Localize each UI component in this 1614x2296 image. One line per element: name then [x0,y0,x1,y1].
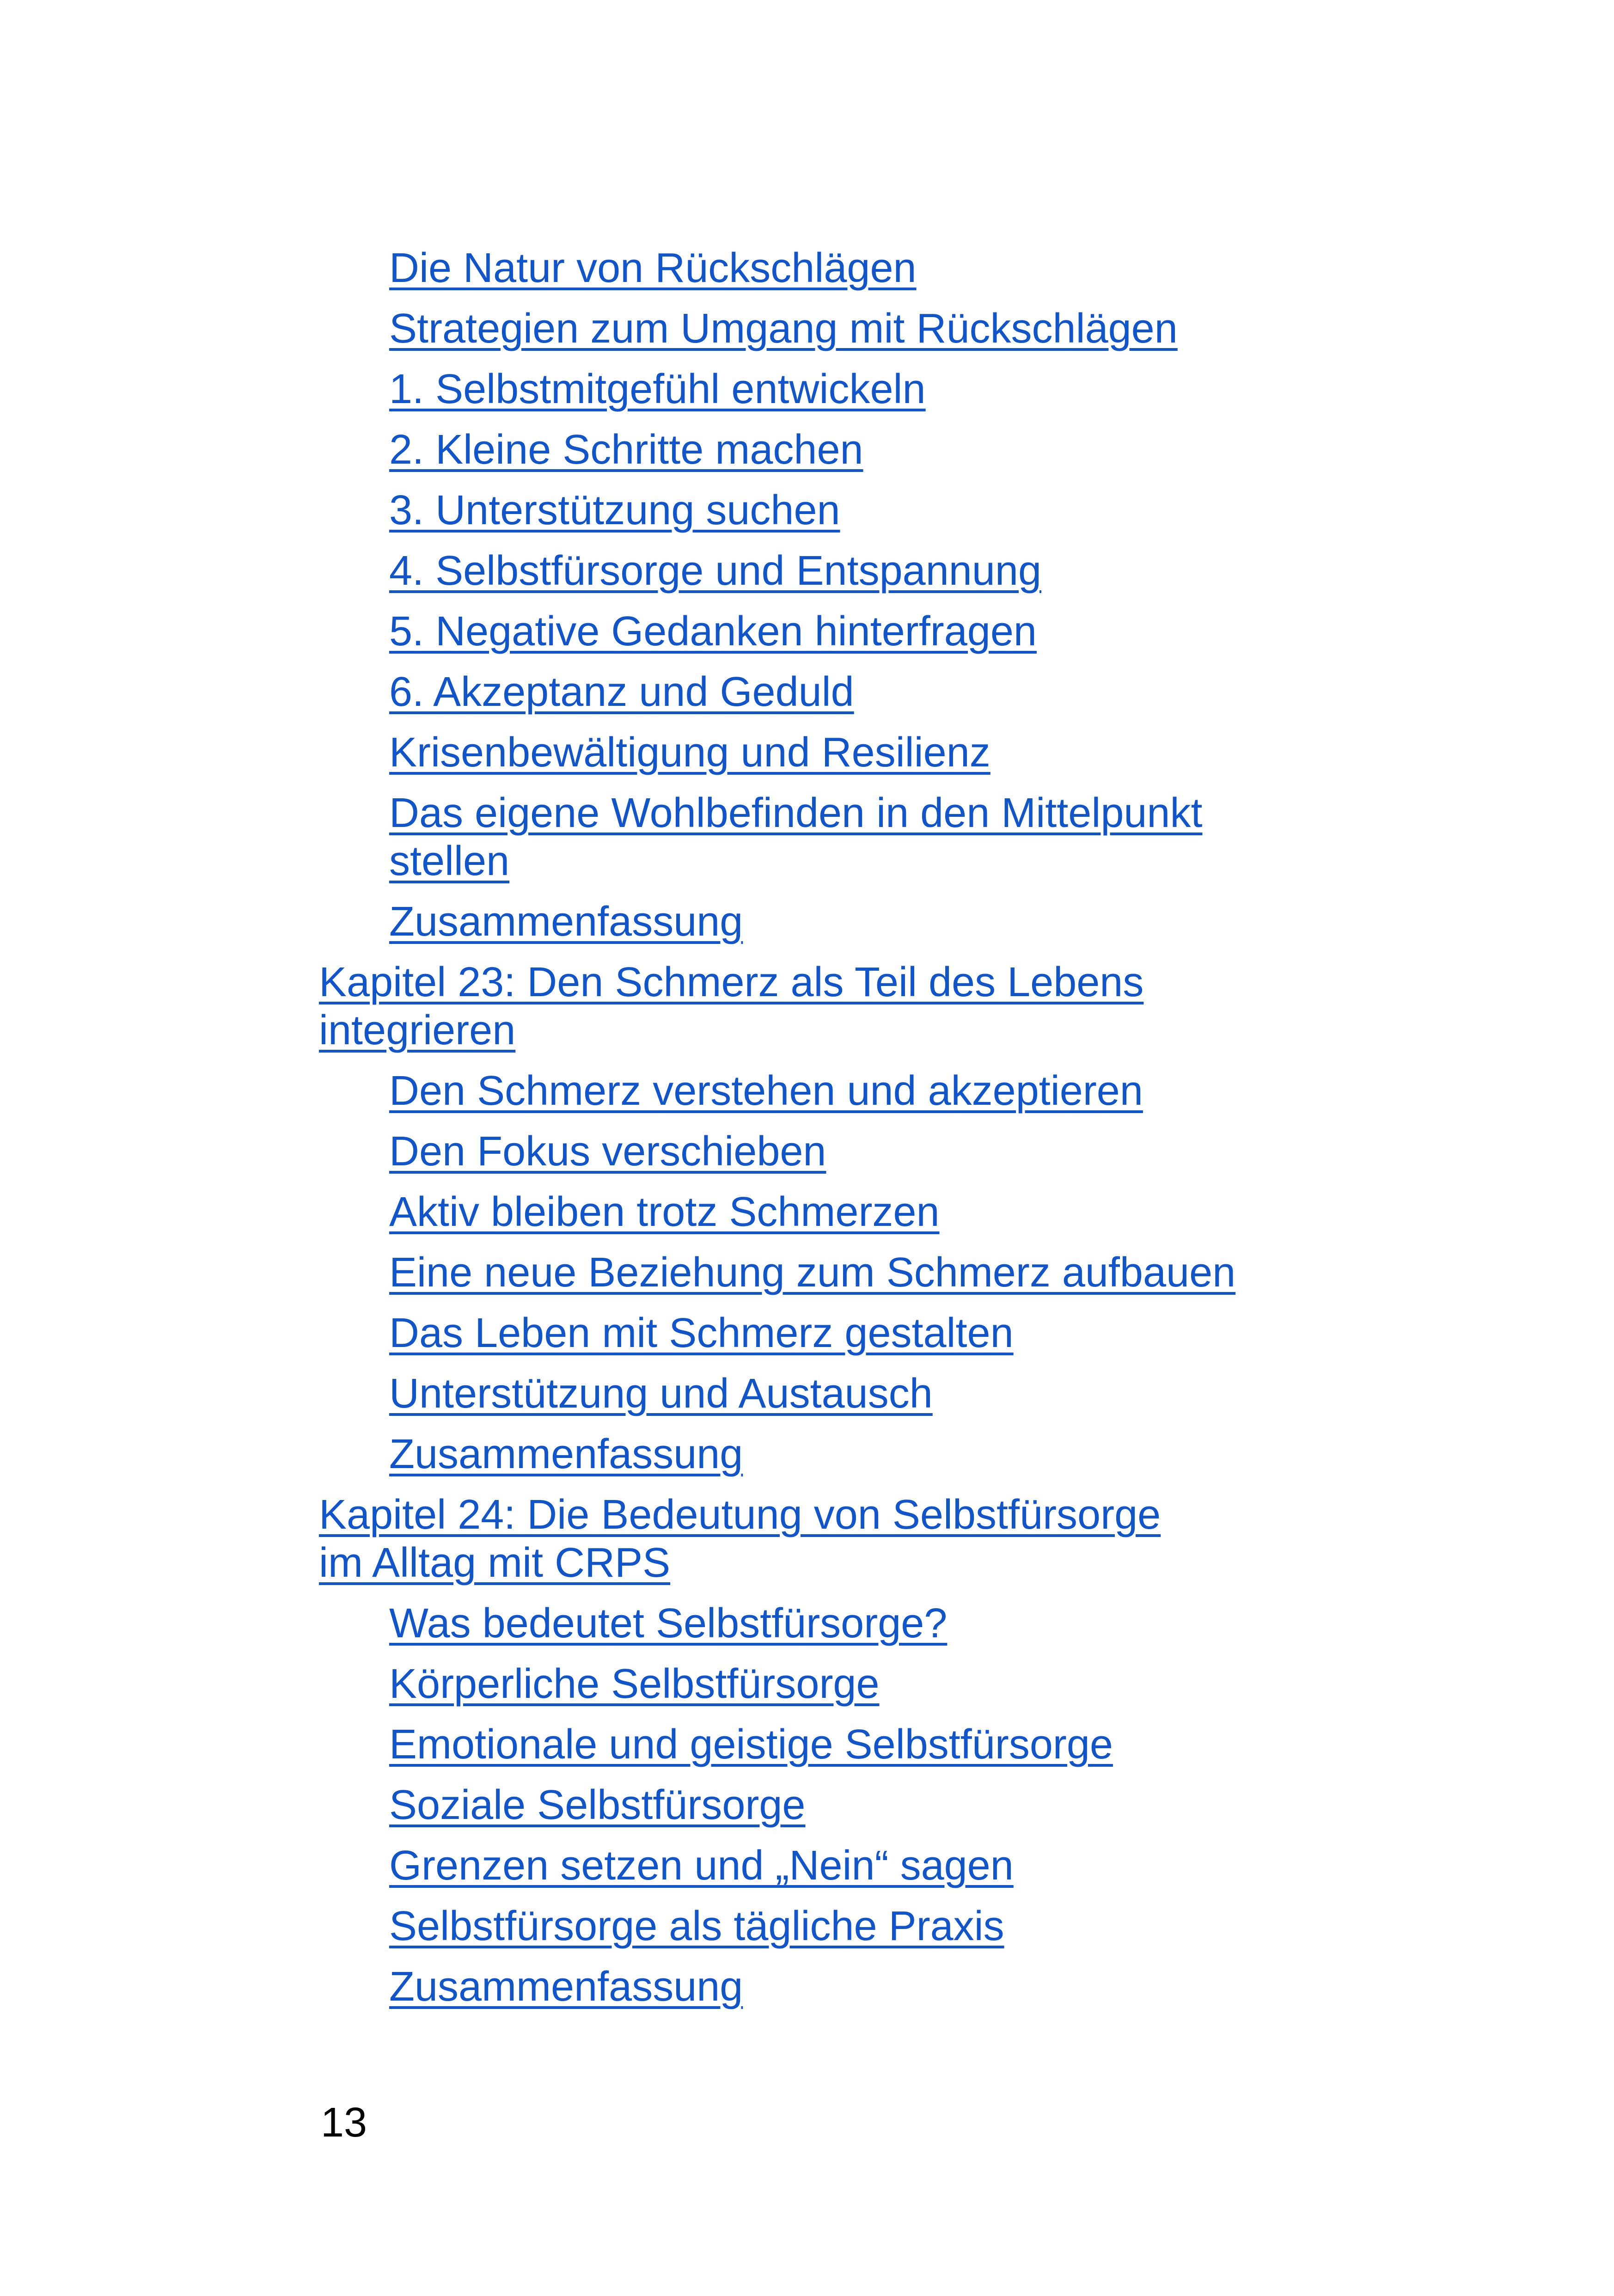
toc-link[interactable]: Den Fokus verschieben [389,1128,826,1175]
toc-link[interactable]: 6. Akzeptanz und Geduld [389,669,854,715]
toc-link[interactable]: 4. Selbstfürsorge und Entspannung [389,548,1041,594]
toc-link[interactable]: Selbstfürsorge als tägliche Praxis [389,1903,1004,1949]
table-of-contents [319,244,1359,2023]
toc-link[interactable]: Eine neue Beziehung zum Schmerz aufbauen [389,1249,1236,1296]
toc-chapter-link[interactable]: Kapitel 24: Die Bedeutung von Selbstfürsorge im Alltag mit CRPS [319,1492,1161,1586]
toc-link[interactable]: Strategien zum Umgang mit Rückschlägen [389,306,1178,352]
toc-chapter-link[interactable]: Kapitel 23: Den Schmerz als Teil des Lebens integrieren [319,959,1144,1053]
toc-link[interactable]: Das eigene Wohlbefinden in den Mittelpunkt stellen [389,790,1203,884]
toc-link[interactable]: Das Leben mit Schmerz gestalten [389,1310,1014,1356]
toc-link[interactable]: 1. Selbstmitgefühl entwickeln [389,366,926,412]
toc-link[interactable]: Unterstützung und Austausch [389,1371,933,1417]
toc-link[interactable]: 2. Kleine Schritte machen [389,427,863,473]
toc-link[interactable]: Emotionale und geistige Selbstfürsorge [389,1721,1113,1768]
toc-link[interactable]: Zusammenfassung [389,1964,743,2010]
toc-link[interactable]: Körperliche Selbstfürsorge [389,1661,880,1707]
toc-link[interactable]: Krisenbewältigung und Resilienz [389,729,990,776]
page-number: 13 [321,2100,367,2146]
toc-link[interactable]: Aktiv bleiben trotz Schmerzen [389,1189,940,1235]
toc-link[interactable]: 5. Negative Gedanken hinterfragen [389,608,1037,655]
toc-link[interactable]: Grenzen setzen und „Nein“ sagen [389,1843,1014,1889]
toc-link[interactable]: Die Natur von Rückschlägen [389,245,917,291]
toc-link[interactable]: Zusammenfassung [389,899,743,945]
toc-link[interactable]: Den Schmerz verstehen und akzeptieren [389,1068,1143,1114]
toc-link[interactable]: Was bedeutet Selbstfürsorge? [389,1600,948,1647]
toc-link[interactable]: Zusammenfassung [389,1431,743,1477]
toc-link[interactable]: Soziale Selbstfürsorge [389,1782,806,1828]
toc-link[interactable]: 3. Unterstützung suchen [389,487,840,533]
